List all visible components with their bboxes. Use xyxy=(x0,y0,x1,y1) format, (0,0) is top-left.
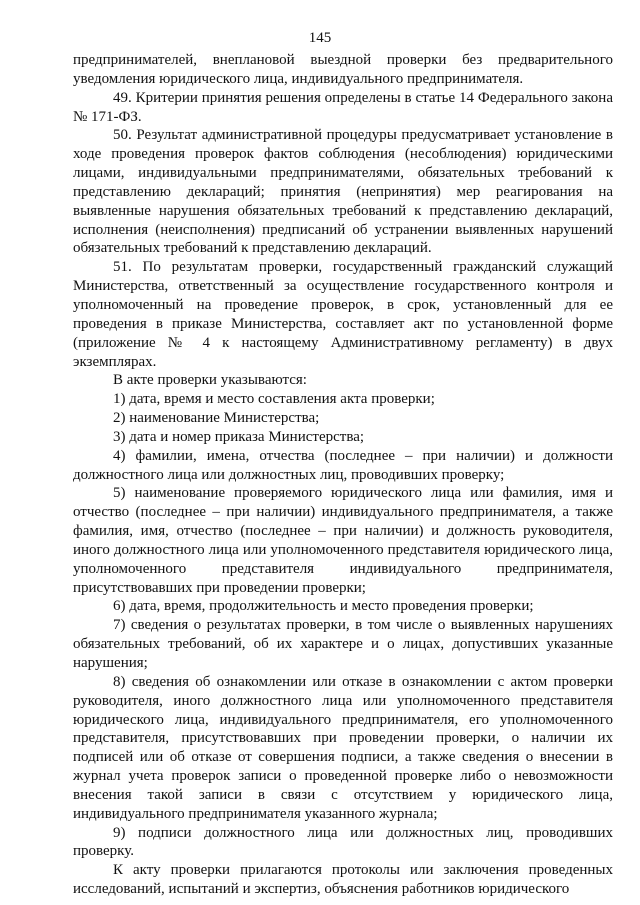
list-item: 4) фамилии, имена, отчества (последнее – при наличии) и должности должностного лица или должностных лиц, проводивших проверку; xyxy=(73,447,613,483)
paragraph: 49. Критерии принятия решения определены в статье 14 Федерального закона № 171-ФЗ. xyxy=(73,89,613,125)
paragraph: 50. Результат административной процедуры предусматривает установление в ходе проведения проверок фактов соблюдения (несоблюдения) юридическими лицами, индивидуальными предпринимателями, обязательных требований к представлению деклараций; принятия (непринятия) мер реагирования на выявленные нарушения обязательных требований к представлению деклараций, исполнения (неисполнения) предписаний об устранении выявленных нарушений обязательных требований к представлению деклараций. xyxy=(73,127,613,257)
list-item: 7) сведения о результатах проверки, в том числе о выявленных нарушениях обязательных требований, об их характере и о лицах, допустивших указанные нарушения; xyxy=(73,617,613,671)
paragraph: К акту проверки прилагаются протоколы или заключения проведенных исследований, испытаний и экспертиз, объяснения работников юридического xyxy=(73,862,613,898)
list-item: 5) наименование проверяемого юридического лица или фамилия, имя и отчество (последнее – при наличии) индивидуального предпринимателя, а также фамилия, имя, отчество (последнее – при наличии) и должность руководителя, иного должностного лица или уполномоченного представителя юридического лица, уполномоченного представителя индивидуального предпринимателя, присутствовавших при проведении проверки; xyxy=(73,485,613,596)
list-item: 8) сведения об ознакомлении или отказе в ознакомлении с актом проверки руководителя, иного должностного лица или уполномоченного представителя юридического лица, индивидуального предпринимателя, его уполномоченного представителя, присутствовавших при проведении проверки, о наличии их подписей или об отказе от совершения подписи, а также сведения о внесении в журнал учета проверок записи о проведенной проверке либо о невозможности внесения такой записи в связи с отсутствием у юридического лица, индивидуального предпринимателя указанного журнала; xyxy=(73,673,613,822)
paragraph: предпринимателей, внеплановой выездной проверки без предварительного уведомления юридического лица, индивидуального предпринимателя. xyxy=(73,52,613,87)
list-item: 2) наименование Министерства; xyxy=(113,410,320,427)
list-item: 3) дата и номер приказа Министерства; xyxy=(113,428,365,445)
paragraph: В акте проверки указываются: xyxy=(113,372,307,389)
list-item: 6) дата, время, продолжительность и место проведения проверки; xyxy=(113,598,534,615)
paragraph: 51. По результатам проверки, государственный гражданский служащий Министерства, ответственный за осуществление государственного контроля и уполномоченный на проведение проверок, в срок, установленный для ее проведения в приказе Министерства, составляет акт по установленной форме (приложение № 4 к настоящему Административному регламенту) в двух экземплярах. xyxy=(73,259,613,370)
page-number: 145 xyxy=(308,30,332,46)
list-item: 1) дата, время и место составления акта проверки; xyxy=(113,391,435,408)
list-item: 9) подписи должностного лица или должностных лиц, проводивших проверку. xyxy=(73,824,613,860)
body-text xyxy=(73,51,613,899)
